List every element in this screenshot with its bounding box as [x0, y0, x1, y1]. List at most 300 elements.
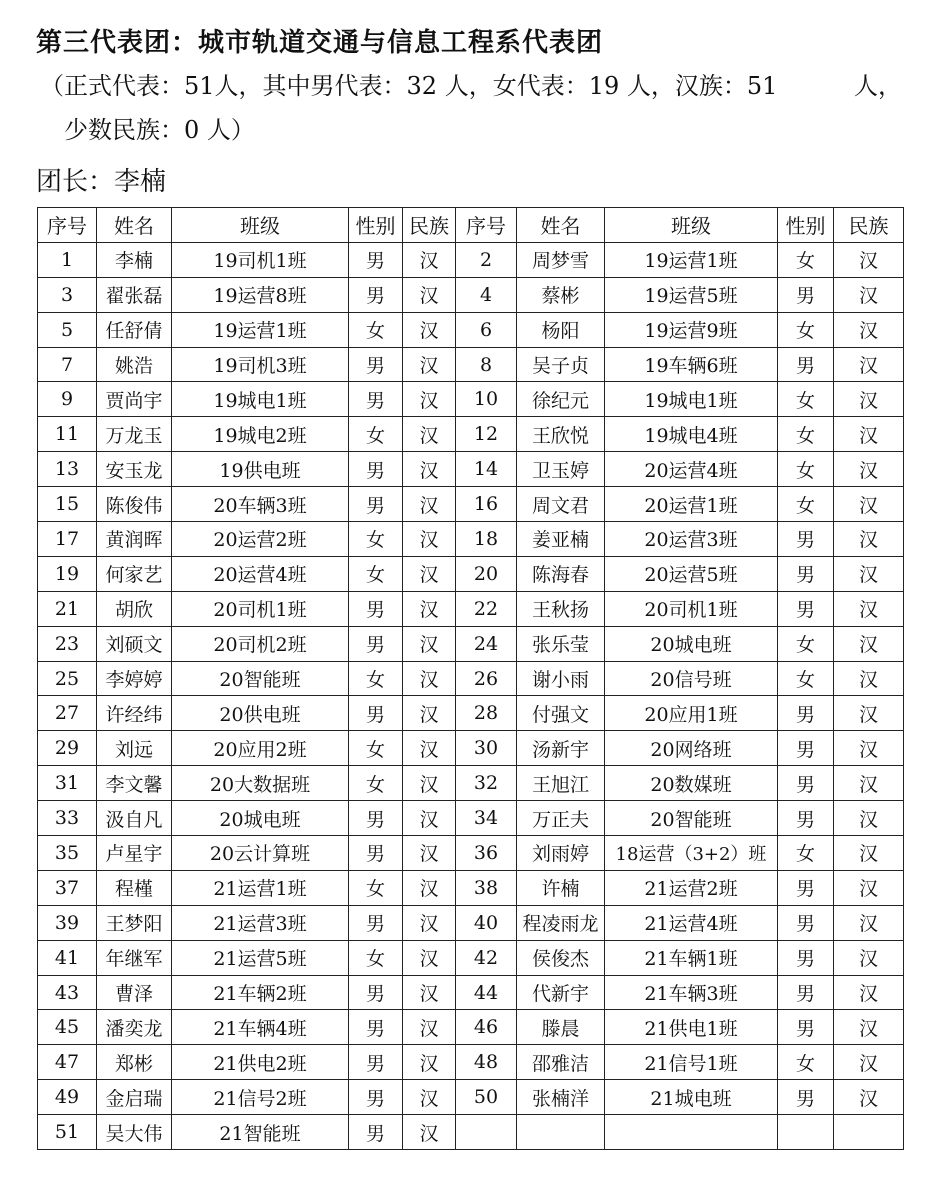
cell-gender: 女 [778, 661, 834, 696]
cell-name: 程凌雨龙 [517, 905, 605, 940]
cell-class: 18运营（3+2）班 [605, 836, 778, 871]
cell-gender: 男 [349, 905, 403, 940]
cell-ethnicity: 汉 [403, 242, 456, 277]
cell-name: 陈海春 [517, 556, 605, 591]
cell-name: 许楠 [517, 870, 605, 905]
cell-gender: 男 [349, 836, 403, 871]
cell-index: 4 [456, 277, 517, 312]
cell-name: 谢小雨 [517, 661, 605, 696]
cell-gender: 男 [349, 801, 403, 836]
cell-ethnicity: 汉 [834, 487, 904, 522]
cell-name: 吴子贞 [517, 347, 605, 382]
cell-name: 胡欣 [97, 591, 172, 626]
cell-gender [778, 1115, 834, 1150]
cell-name: 侯俊杰 [517, 940, 605, 975]
cell-index: 14 [456, 452, 517, 487]
cell-index: 29 [38, 731, 97, 766]
table-row [38, 1045, 904, 1080]
cell-name [517, 1115, 605, 1150]
table-row [38, 382, 904, 417]
cell-name: 杨阳 [517, 312, 605, 347]
cell-class: 21车辆2班 [172, 975, 349, 1010]
cell-ethnicity: 汉 [834, 940, 904, 975]
cell-name: 翟张磊 [97, 277, 172, 312]
cell-gender: 男 [349, 696, 403, 731]
cell-name: 汲自凡 [97, 801, 172, 836]
cell-ethnicity: 汉 [834, 417, 904, 452]
cell-gender: 女 [349, 940, 403, 975]
cell-index: 42 [456, 940, 517, 975]
cell-gender: 男 [349, 1045, 403, 1080]
cell-class: 19城电2班 [172, 417, 349, 452]
cell-gender: 男 [778, 277, 834, 312]
cell-class: 19供电班 [172, 452, 349, 487]
cell-ethnicity: 汉 [834, 661, 904, 696]
cell-class: 21城电班 [605, 1080, 778, 1115]
header-gender: 性别 [349, 208, 403, 243]
cell-gender: 男 [349, 242, 403, 277]
cell-name: 黄润晖 [97, 522, 172, 557]
cell-index: 9 [38, 382, 97, 417]
cell-class: 21运营1班 [172, 870, 349, 905]
cell-index: 19 [38, 556, 97, 591]
cell-name: 何家艺 [97, 556, 172, 591]
header-class: 班级 [605, 208, 778, 243]
cell-ethnicity: 汉 [834, 556, 904, 591]
cell-gender: 女 [349, 870, 403, 905]
cell-class: 20运营1班 [605, 487, 778, 522]
cell-class [605, 1115, 778, 1150]
cell-gender: 女 [778, 1045, 834, 1080]
cell-index: 33 [38, 801, 97, 836]
cell-gender: 女 [349, 766, 403, 801]
table-row [38, 487, 904, 522]
summary-line-1 [40, 64, 902, 108]
table-row [38, 556, 904, 591]
cell-gender: 男 [349, 382, 403, 417]
cell-class: 19运营8班 [172, 277, 349, 312]
cell-index: 7 [38, 347, 97, 382]
table-row [38, 277, 904, 312]
cell-gender: 男 [778, 766, 834, 801]
cell-gender: 女 [349, 556, 403, 591]
cell-name: 蔡彬 [517, 277, 605, 312]
cell-index: 3 [38, 277, 97, 312]
cell-index: 20 [456, 556, 517, 591]
cell-name: 汤新宇 [517, 731, 605, 766]
cell-name: 张乐莹 [517, 626, 605, 661]
cell-name: 刘远 [97, 731, 172, 766]
table-header-row [38, 208, 904, 243]
cell-index: 24 [456, 626, 517, 661]
cell-ethnicity: 汉 [834, 1045, 904, 1080]
header-index: 序号 [38, 208, 97, 243]
cell-ethnicity: 汉 [403, 905, 456, 940]
cell-gender: 男 [778, 347, 834, 382]
cell-class: 20智能班 [172, 661, 349, 696]
cell-name: 周梦雪 [517, 242, 605, 277]
cell-gender: 男 [349, 487, 403, 522]
cell-class: 21运营4班 [605, 905, 778, 940]
cell-index: 8 [456, 347, 517, 382]
cell-class: 19城电1班 [605, 382, 778, 417]
cell-class: 21信号2班 [172, 1080, 349, 1115]
cell-ethnicity: 汉 [403, 626, 456, 661]
cell-ethnicity: 汉 [403, 591, 456, 626]
table-row [38, 452, 904, 487]
header-name: 姓名 [97, 208, 172, 243]
table-row [38, 522, 904, 557]
cell-gender: 男 [349, 1010, 403, 1045]
table-row [38, 626, 904, 661]
cell-name: 程槿 [97, 870, 172, 905]
cell-name: 许经纬 [97, 696, 172, 731]
delegation-leader: 团长：李楠 [36, 167, 167, 197]
cell-index: 37 [38, 870, 97, 905]
cell-gender: 男 [778, 696, 834, 731]
cell-name: 曹泽 [97, 975, 172, 1010]
cell-class: 20智能班 [605, 801, 778, 836]
cell-name: 年继军 [97, 940, 172, 975]
cell-name: 姚浩 [97, 347, 172, 382]
cell-name: 李楠 [97, 242, 172, 277]
cell-name: 万正夫 [517, 801, 605, 836]
cell-index: 51 [38, 1115, 97, 1150]
cell-name: 王旭江 [517, 766, 605, 801]
cell-class: 19司机3班 [172, 347, 349, 382]
cell-ethnicity: 汉 [834, 382, 904, 417]
header-index: 序号 [456, 208, 517, 243]
table-row [38, 347, 904, 382]
cell-name: 潘奕龙 [97, 1010, 172, 1045]
table-row [38, 905, 904, 940]
cell-class: 20应用2班 [172, 731, 349, 766]
cell-class: 20数媒班 [605, 766, 778, 801]
cell-name: 安玉龙 [97, 452, 172, 487]
cell-index: 47 [38, 1045, 97, 1080]
header-class: 班级 [172, 208, 349, 243]
cell-class: 20运营3班 [605, 522, 778, 557]
cell-class: 19运营5班 [605, 277, 778, 312]
cell-class: 20车辆3班 [172, 487, 349, 522]
cell-class: 20云计算班 [172, 836, 349, 871]
cell-index: 11 [38, 417, 97, 452]
cell-index: 43 [38, 975, 97, 1010]
cell-ethnicity: 汉 [834, 905, 904, 940]
cell-gender: 女 [778, 836, 834, 871]
cell-index: 16 [456, 487, 517, 522]
cell-index: 12 [456, 417, 517, 452]
cell-ethnicity: 汉 [834, 836, 904, 871]
cell-ethnicity: 汉 [834, 312, 904, 347]
cell-name: 金启瑞 [97, 1080, 172, 1115]
cell-class: 21运营5班 [172, 940, 349, 975]
cell-ethnicity: 汉 [834, 347, 904, 382]
summary-counts-unit: 人， [854, 72, 902, 100]
cell-gender: 男 [778, 801, 834, 836]
cell-index: 13 [38, 452, 97, 487]
cell-gender: 男 [778, 522, 834, 557]
cell-name: 吴大伟 [97, 1115, 172, 1150]
cell-gender: 男 [349, 975, 403, 1010]
cell-index: 44 [456, 975, 517, 1010]
cell-gender: 男 [778, 591, 834, 626]
cell-ethnicity [834, 1115, 904, 1150]
cell-index: 10 [456, 382, 517, 417]
table-row [38, 766, 904, 801]
cell-class: 21车辆4班 [172, 1010, 349, 1045]
cell-ethnicity: 汉 [403, 836, 456, 871]
cell-ethnicity: 汉 [834, 801, 904, 836]
cell-ethnicity: 汉 [403, 277, 456, 312]
table-row [38, 242, 904, 277]
cell-class: 19运营9班 [605, 312, 778, 347]
cell-class: 20运营5班 [605, 556, 778, 591]
cell-class: 20城电班 [605, 626, 778, 661]
cell-index: 5 [38, 312, 97, 347]
cell-class: 21信号1班 [605, 1045, 778, 1080]
cell-gender: 男 [778, 1010, 834, 1045]
cell-index: 28 [456, 696, 517, 731]
cell-ethnicity: 汉 [403, 940, 456, 975]
cell-ethnicity: 汉 [834, 870, 904, 905]
cell-ethnicity: 汉 [403, 975, 456, 1010]
table-row [38, 1080, 904, 1115]
cell-gender: 男 [778, 556, 834, 591]
cell-class: 19司机1班 [172, 242, 349, 277]
cell-gender: 男 [778, 940, 834, 975]
cell-ethnicity: 汉 [834, 626, 904, 661]
delegate-table-body [38, 242, 904, 1149]
table-row [38, 940, 904, 975]
cell-index: 27 [38, 696, 97, 731]
cell-ethnicity: 汉 [403, 487, 456, 522]
cell-class: 21运营3班 [172, 905, 349, 940]
cell-class: 19运营1班 [172, 312, 349, 347]
cell-ethnicity: 汉 [834, 1080, 904, 1115]
cell-gender: 女 [778, 242, 834, 277]
cell-name: 王秋扬 [517, 591, 605, 626]
cell-gender: 女 [778, 312, 834, 347]
cell-index: 45 [38, 1010, 97, 1045]
cell-class: 21智能班 [172, 1115, 349, 1150]
cell-gender: 男 [349, 1115, 403, 1150]
cell-class: 20运营2班 [172, 522, 349, 557]
cell-name: 贾尚宇 [97, 382, 172, 417]
cell-name: 卢星宇 [97, 836, 172, 871]
cell-index: 38 [456, 870, 517, 905]
cell-ethnicity: 汉 [403, 452, 456, 487]
cell-name: 任舒倩 [97, 312, 172, 347]
cell-gender: 男 [778, 905, 834, 940]
header-ethnicity: 民族 [403, 208, 456, 243]
cell-class: 19城电1班 [172, 382, 349, 417]
cell-name: 郑彬 [97, 1045, 172, 1080]
cell-ethnicity: 汉 [834, 696, 904, 731]
cell-index: 15 [38, 487, 97, 522]
cell-ethnicity: 汉 [834, 522, 904, 557]
cell-gender: 女 [349, 522, 403, 557]
cell-ethnicity: 汉 [403, 661, 456, 696]
cell-name: 万龙玉 [97, 417, 172, 452]
delegate-table [37, 207, 904, 1150]
cell-index: 49 [38, 1080, 97, 1115]
table-row [38, 836, 904, 871]
cell-name: 张楠洋 [517, 1080, 605, 1115]
cell-name: 徐纪元 [517, 382, 605, 417]
cell-class: 20城电班 [172, 801, 349, 836]
cell-gender: 女 [349, 661, 403, 696]
cell-class: 21运营2班 [605, 870, 778, 905]
cell-class: 20司机1班 [172, 591, 349, 626]
cell-gender: 女 [778, 417, 834, 452]
cell-gender: 女 [349, 417, 403, 452]
cell-gender: 女 [778, 382, 834, 417]
cell-ethnicity: 汉 [403, 766, 456, 801]
cell-ethnicity: 汉 [834, 731, 904, 766]
cell-name: 王欣悦 [517, 417, 605, 452]
cell-name: 卫玉婷 [517, 452, 605, 487]
table-row [38, 870, 904, 905]
table-row [38, 591, 904, 626]
cell-gender: 男 [778, 975, 834, 1010]
cell-index: 40 [456, 905, 517, 940]
cell-index: 23 [38, 626, 97, 661]
cell-ethnicity: 汉 [834, 452, 904, 487]
table-row [38, 417, 904, 452]
cell-gender: 男 [349, 347, 403, 382]
table-row [38, 312, 904, 347]
cell-gender: 男 [778, 870, 834, 905]
cell-index: 50 [456, 1080, 517, 1115]
table-row [38, 975, 904, 1010]
cell-gender: 男 [349, 452, 403, 487]
cell-class: 21车辆3班 [605, 975, 778, 1010]
cell-ethnicity: 汉 [403, 417, 456, 452]
cell-name: 刘雨婷 [517, 836, 605, 871]
table-row [38, 696, 904, 731]
cell-class: 19城电4班 [605, 417, 778, 452]
summary-counts: （正式代表：51人，其中男代表：32 人，女代表：19 人，汉族：51 [40, 72, 778, 100]
cell-gender: 男 [778, 1080, 834, 1115]
cell-ethnicity: 汉 [403, 1115, 456, 1150]
cell-index: 26 [456, 661, 517, 696]
cell-gender: 男 [349, 591, 403, 626]
cell-class: 20应用1班 [605, 696, 778, 731]
cell-index: 41 [38, 940, 97, 975]
cell-index: 2 [456, 242, 517, 277]
cell-class: 20供电班 [172, 696, 349, 731]
cell-ethnicity: 汉 [403, 1045, 456, 1080]
cell-ethnicity: 汉 [403, 556, 456, 591]
cell-gender: 男 [349, 277, 403, 312]
cell-ethnicity: 汉 [403, 870, 456, 905]
cell-class: 21供电2班 [172, 1045, 349, 1080]
cell-class: 19车辆6班 [605, 347, 778, 382]
cell-index: 17 [38, 522, 97, 557]
cell-gender: 女 [349, 731, 403, 766]
cell-index: 25 [38, 661, 97, 696]
cell-name: 滕晨 [517, 1010, 605, 1045]
cell-index [456, 1115, 517, 1150]
cell-name: 付强文 [517, 696, 605, 731]
cell-name: 周文君 [517, 487, 605, 522]
cell-ethnicity: 汉 [403, 382, 456, 417]
cell-class: 20大数据班 [172, 766, 349, 801]
cell-index: 6 [456, 312, 517, 347]
cell-gender: 女 [778, 452, 834, 487]
cell-index: 1 [38, 242, 97, 277]
table-row [38, 1010, 904, 1045]
table-row [38, 661, 904, 696]
cell-name: 李婷婷 [97, 661, 172, 696]
cell-gender: 男 [778, 731, 834, 766]
cell-ethnicity: 汉 [834, 1010, 904, 1045]
cell-name: 代新宇 [517, 975, 605, 1010]
table-row [38, 801, 904, 836]
cell-class: 19运营1班 [605, 242, 778, 277]
cell-ethnicity: 汉 [403, 696, 456, 731]
cell-class: 21供电1班 [605, 1010, 778, 1045]
cell-name: 李文馨 [97, 766, 172, 801]
page-title: 第三代表团：城市轨道交通与信息工程系代表团 [36, 28, 604, 58]
table-row [38, 1115, 904, 1150]
cell-index: 31 [38, 766, 97, 801]
cell-index: 22 [456, 591, 517, 626]
cell-name: 姜亚楠 [517, 522, 605, 557]
cell-name: 王梦阳 [97, 905, 172, 940]
cell-ethnicity: 汉 [403, 1010, 456, 1045]
cell-ethnicity: 汉 [403, 801, 456, 836]
cell-index: 21 [38, 591, 97, 626]
cell-name: 陈俊伟 [97, 487, 172, 522]
cell-index: 34 [456, 801, 517, 836]
cell-ethnicity: 汉 [834, 766, 904, 801]
cell-ethnicity: 汉 [403, 312, 456, 347]
cell-gender: 男 [349, 1080, 403, 1115]
cell-index: 30 [456, 731, 517, 766]
cell-index: 39 [38, 905, 97, 940]
header-name: 姓名 [517, 208, 605, 243]
cell-index: 35 [38, 836, 97, 871]
cell-class: 20运营4班 [172, 556, 349, 591]
cell-ethnicity: 汉 [403, 1080, 456, 1115]
cell-class: 20网络班 [605, 731, 778, 766]
cell-ethnicity: 汉 [403, 522, 456, 557]
header-ethnicity: 民族 [834, 208, 904, 243]
cell-class: 21车辆1班 [605, 940, 778, 975]
cell-index: 46 [456, 1010, 517, 1045]
cell-ethnicity: 汉 [834, 277, 904, 312]
cell-index: 48 [456, 1045, 517, 1080]
cell-gender: 女 [778, 487, 834, 522]
cell-class: 20信号班 [605, 661, 778, 696]
summary-line-2: 少数民族：0 人） [64, 116, 255, 144]
cell-index: 32 [456, 766, 517, 801]
cell-name: 邵雅洁 [517, 1045, 605, 1080]
cell-class: 20司机2班 [172, 626, 349, 661]
cell-gender: 女 [349, 312, 403, 347]
cell-ethnicity: 汉 [834, 975, 904, 1010]
table-row [38, 731, 904, 766]
cell-ethnicity: 汉 [834, 591, 904, 626]
header-gender: 性别 [778, 208, 834, 243]
cell-gender: 女 [778, 626, 834, 661]
cell-name: 刘硕文 [97, 626, 172, 661]
cell-gender: 男 [349, 626, 403, 661]
cell-ethnicity: 汉 [403, 347, 456, 382]
cell-ethnicity: 汉 [403, 731, 456, 766]
